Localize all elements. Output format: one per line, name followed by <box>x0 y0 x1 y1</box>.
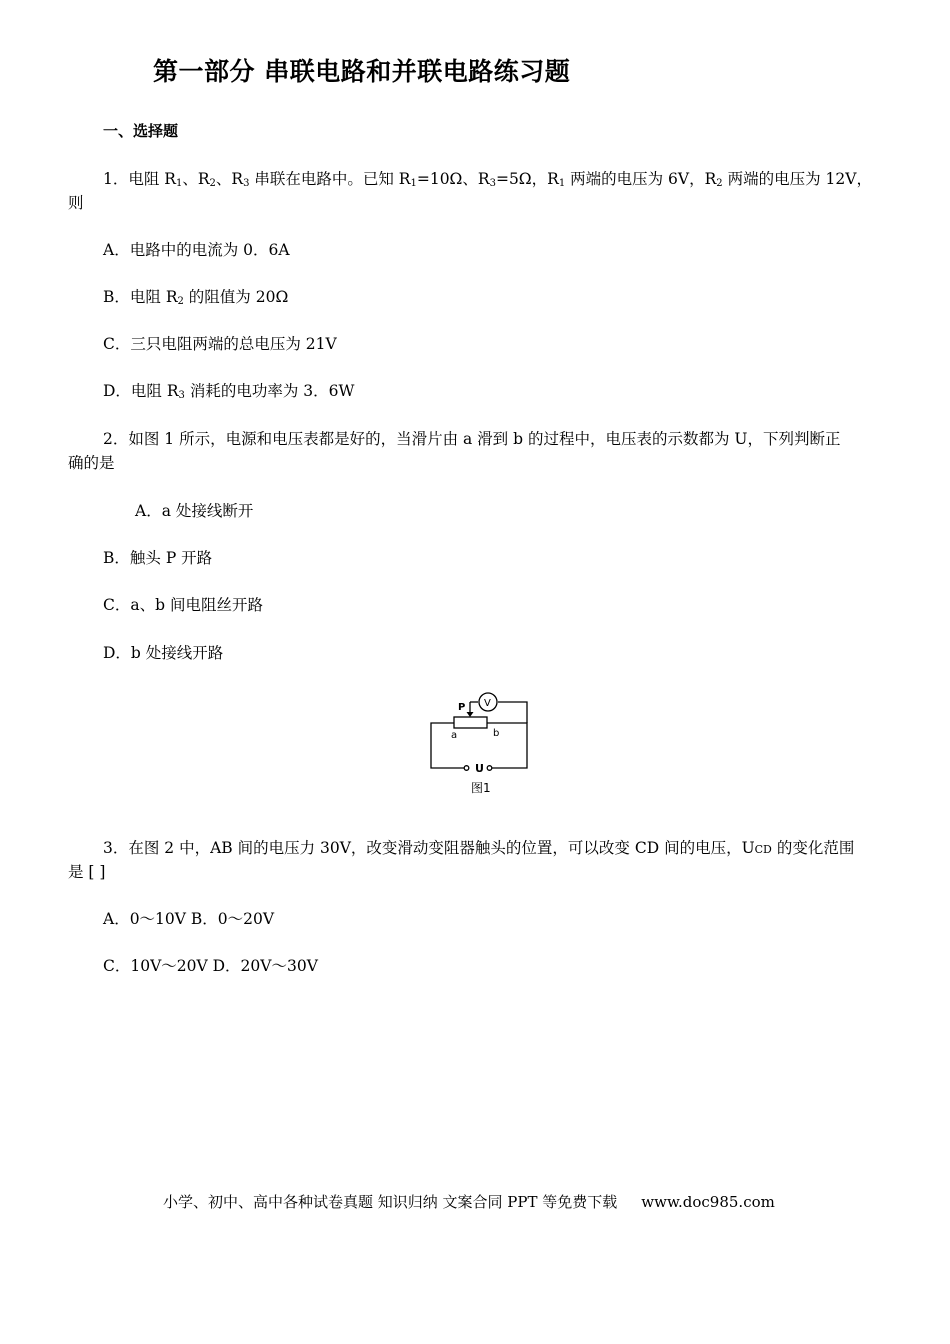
section-heading: 一、选择题 <box>103 122 179 140</box>
question-3-stem: 3．在图 2 中，AB 间的电压力 30V，改变滑动变阻器触头的位置，可以改变 CD 间的电压，UCD 的变化范围 <box>103 839 855 857</box>
question-1-option-a: A．电路中的电流为 0．6A <box>103 241 290 259</box>
terminal-right-icon <box>487 766 492 771</box>
label-a: a <box>451 730 458 741</box>
question-3-options-ab: A．0～10V B．0～20V <box>103 910 275 928</box>
rheostat <box>454 717 487 728</box>
wire-left <box>431 723 464 768</box>
footer-text: 小学、初中、高中各种试卷真题 知识归纳 文案合同 PPT 等免费下载 <box>163 1193 618 1211</box>
question-2-option-b: B．触头 P 开路 <box>103 549 213 567</box>
label-v: V <box>484 698 491 709</box>
question-1-stem-cont: 则 <box>68 194 84 212</box>
question-3-options-cd: C．10V～20V D．20V～30V <box>103 957 318 975</box>
label-p: P <box>458 702 466 713</box>
question-1-option-c: C．三只电阻两端的总电压为 21V <box>103 335 337 353</box>
label-b: b <box>493 728 500 739</box>
question-2-stem-cont: 确的是 <box>68 454 115 472</box>
circuit-figure-1 <box>420 688 540 798</box>
slider-arrow-icon <box>467 712 474 717</box>
footer <box>163 1191 775 1212</box>
question-2-option-c: C．a、b 间电阻丝开路 <box>103 596 263 614</box>
question-3-stem-cont: 是 [ ] <box>68 863 106 881</box>
label-u: U <box>475 762 484 775</box>
question-2-stem: 2．如图 1 所示，电源和电压表都是好的，当滑片由 a 滑到 b 的过程中，电压表的示数都为 U，下列判断正 <box>103 430 841 448</box>
question-2-option-a: A．a 处接线断开 <box>135 502 254 520</box>
question-1-option-d: D．电阻 $R_3$ 消耗的电功率为 3．6W <box>103 382 355 401</box>
page-title: 第一部分 串联电路和并联电路练习题 <box>153 57 571 86</box>
terminal-left-icon <box>464 766 469 771</box>
question-1-option-b: B．电阻 $R_2$ 的阻值为 20Ω <box>103 288 289 307</box>
voltmeter-wire-right <box>498 702 527 723</box>
question-2-option-d: D．b 处接线开路 <box>103 644 224 662</box>
figure-caption: 图1 <box>471 781 491 795</box>
question-1-stem: 1．电阻 $R_1$、$R_2$、$R_3$ 串联在电路中。已知 $R_1=10\Omega$、$R_3=5\Omega$，$R_1$ 两端的电压为 6V，$R_2$ 两端的电压为 12V， <box>103 170 872 189</box>
footer-site-link[interactable]: www.doc985.com <box>641 1193 775 1211</box>
